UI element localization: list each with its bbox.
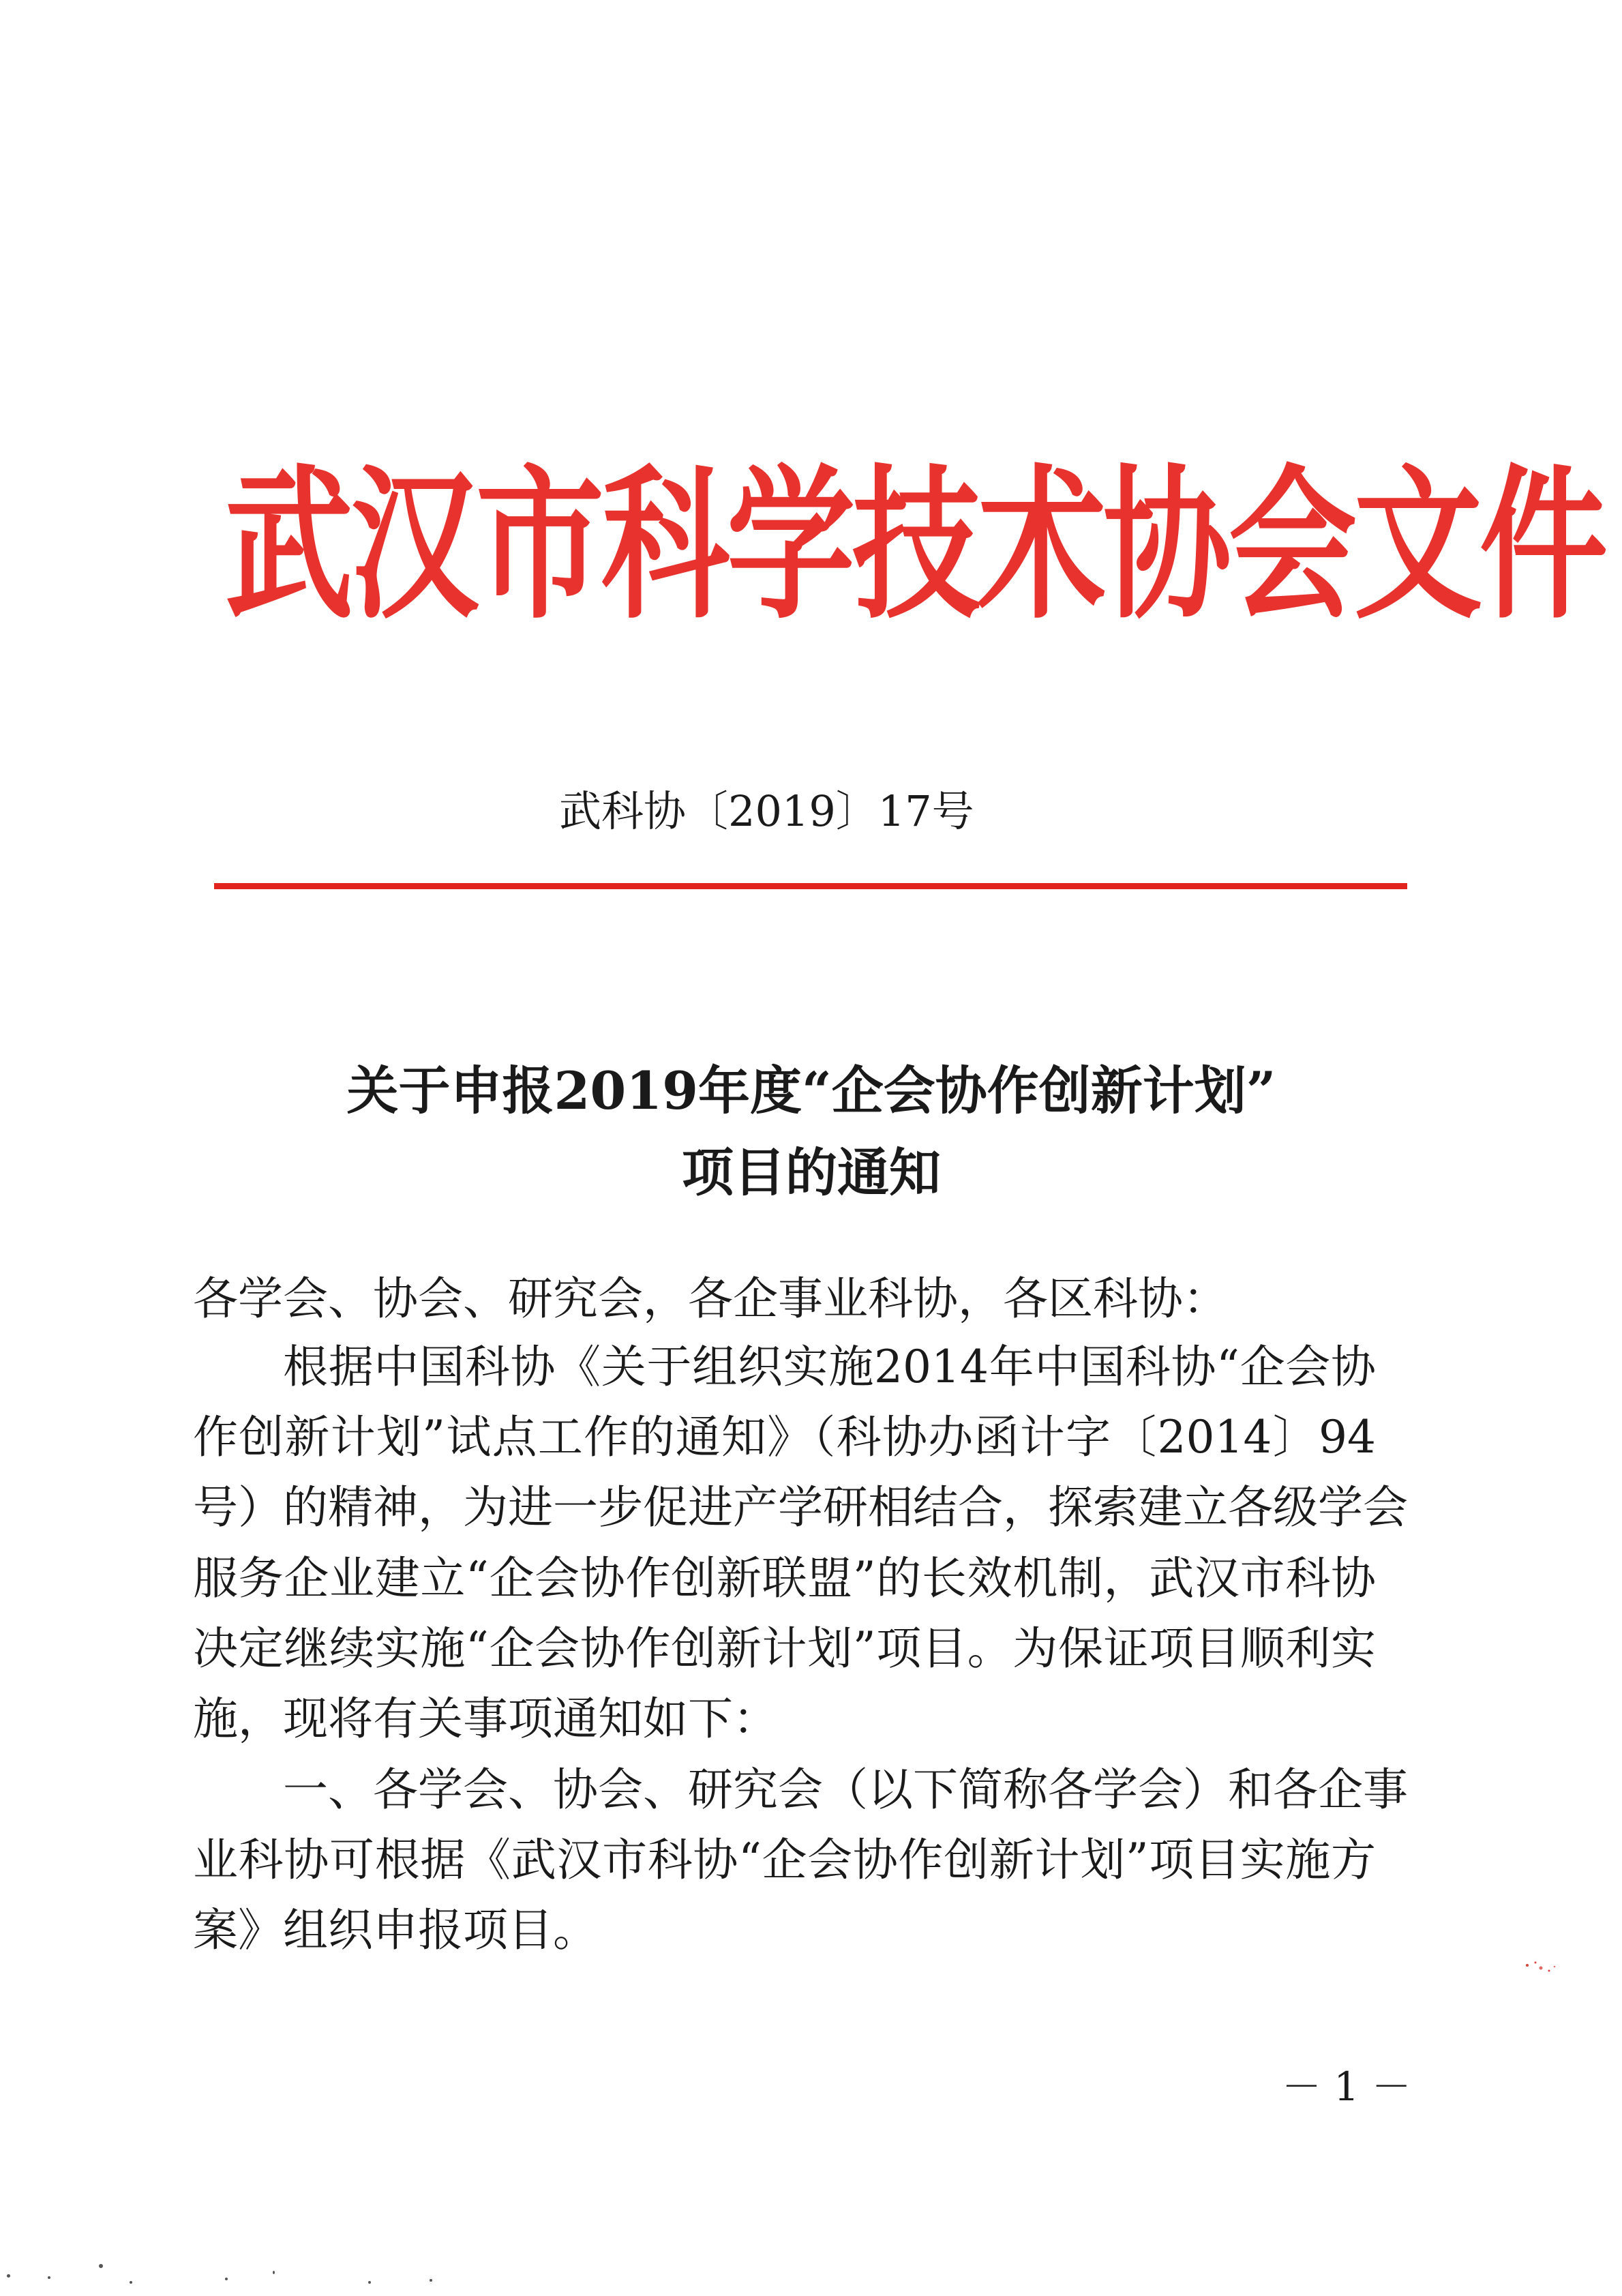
red-divider-line <box>214 883 1407 889</box>
notice-title-line-1: 关于申报2019年度“企会协作创新计划” <box>346 1060 1276 1121</box>
notice-title-line-2: 项目的通知 <box>682 1142 941 1203</box>
document-number: 武科协〔2019〕17号 <box>559 786 974 836</box>
addressee-line: 各学会、协会、研究会，各企事业科协，各区科协： <box>193 1272 1228 1325</box>
paragraph1-line-5: 决定继续实施“企会协作创新计划”项目。为保证项目顺利实 <box>193 1622 1376 1675</box>
scan-speck <box>225 2278 228 2280</box>
paragraph1-line-4: 服务企业建立“企会协作创新联盟”的长效机制，武汉市科协 <box>193 1552 1376 1605</box>
paragraph1-line-1: 根据中国科协《关于组织实施2014年中国科协“企会协 <box>283 1341 1376 1393</box>
page-number: － 1 － <box>1282 2063 1411 2110</box>
paragraph1-line-3: 号）的精神，为进一步促进产学研相结合，探索建立各级学会 <box>193 1481 1408 1534</box>
scan-speck <box>7 2274 10 2278</box>
paragraph2-line-3: 案》组织申报项目。 <box>193 1904 598 1956</box>
paragraph1-line-6: 施，现将有关事项通知如下： <box>193 1693 778 1745</box>
scan-speck <box>368 2281 371 2284</box>
red-ink-speck-icon <box>1520 1957 1561 1978</box>
scan-speck <box>430 2279 432 2282</box>
scan-speck <box>99 2264 103 2268</box>
paragraph2-line-2: 业科协可根据《武汉市科协“企会协作创新计划”项目实施方 <box>193 1834 1376 1886</box>
document-header-title: 武汉市科学技术协会文件 <box>225 448 1605 642</box>
scan-speck <box>48 2276 50 2279</box>
paragraph1-line-2: 作创新计划”试点工作的通知》（科协办函计字〔2014〕94 <box>193 1411 1376 1463</box>
paragraph2-line-1: 一、各学会、协会、研究会（以下简称各学会）和各企事 <box>283 1763 1408 1816</box>
scan-speck <box>130 2281 132 2284</box>
scan-speck <box>273 2271 275 2274</box>
